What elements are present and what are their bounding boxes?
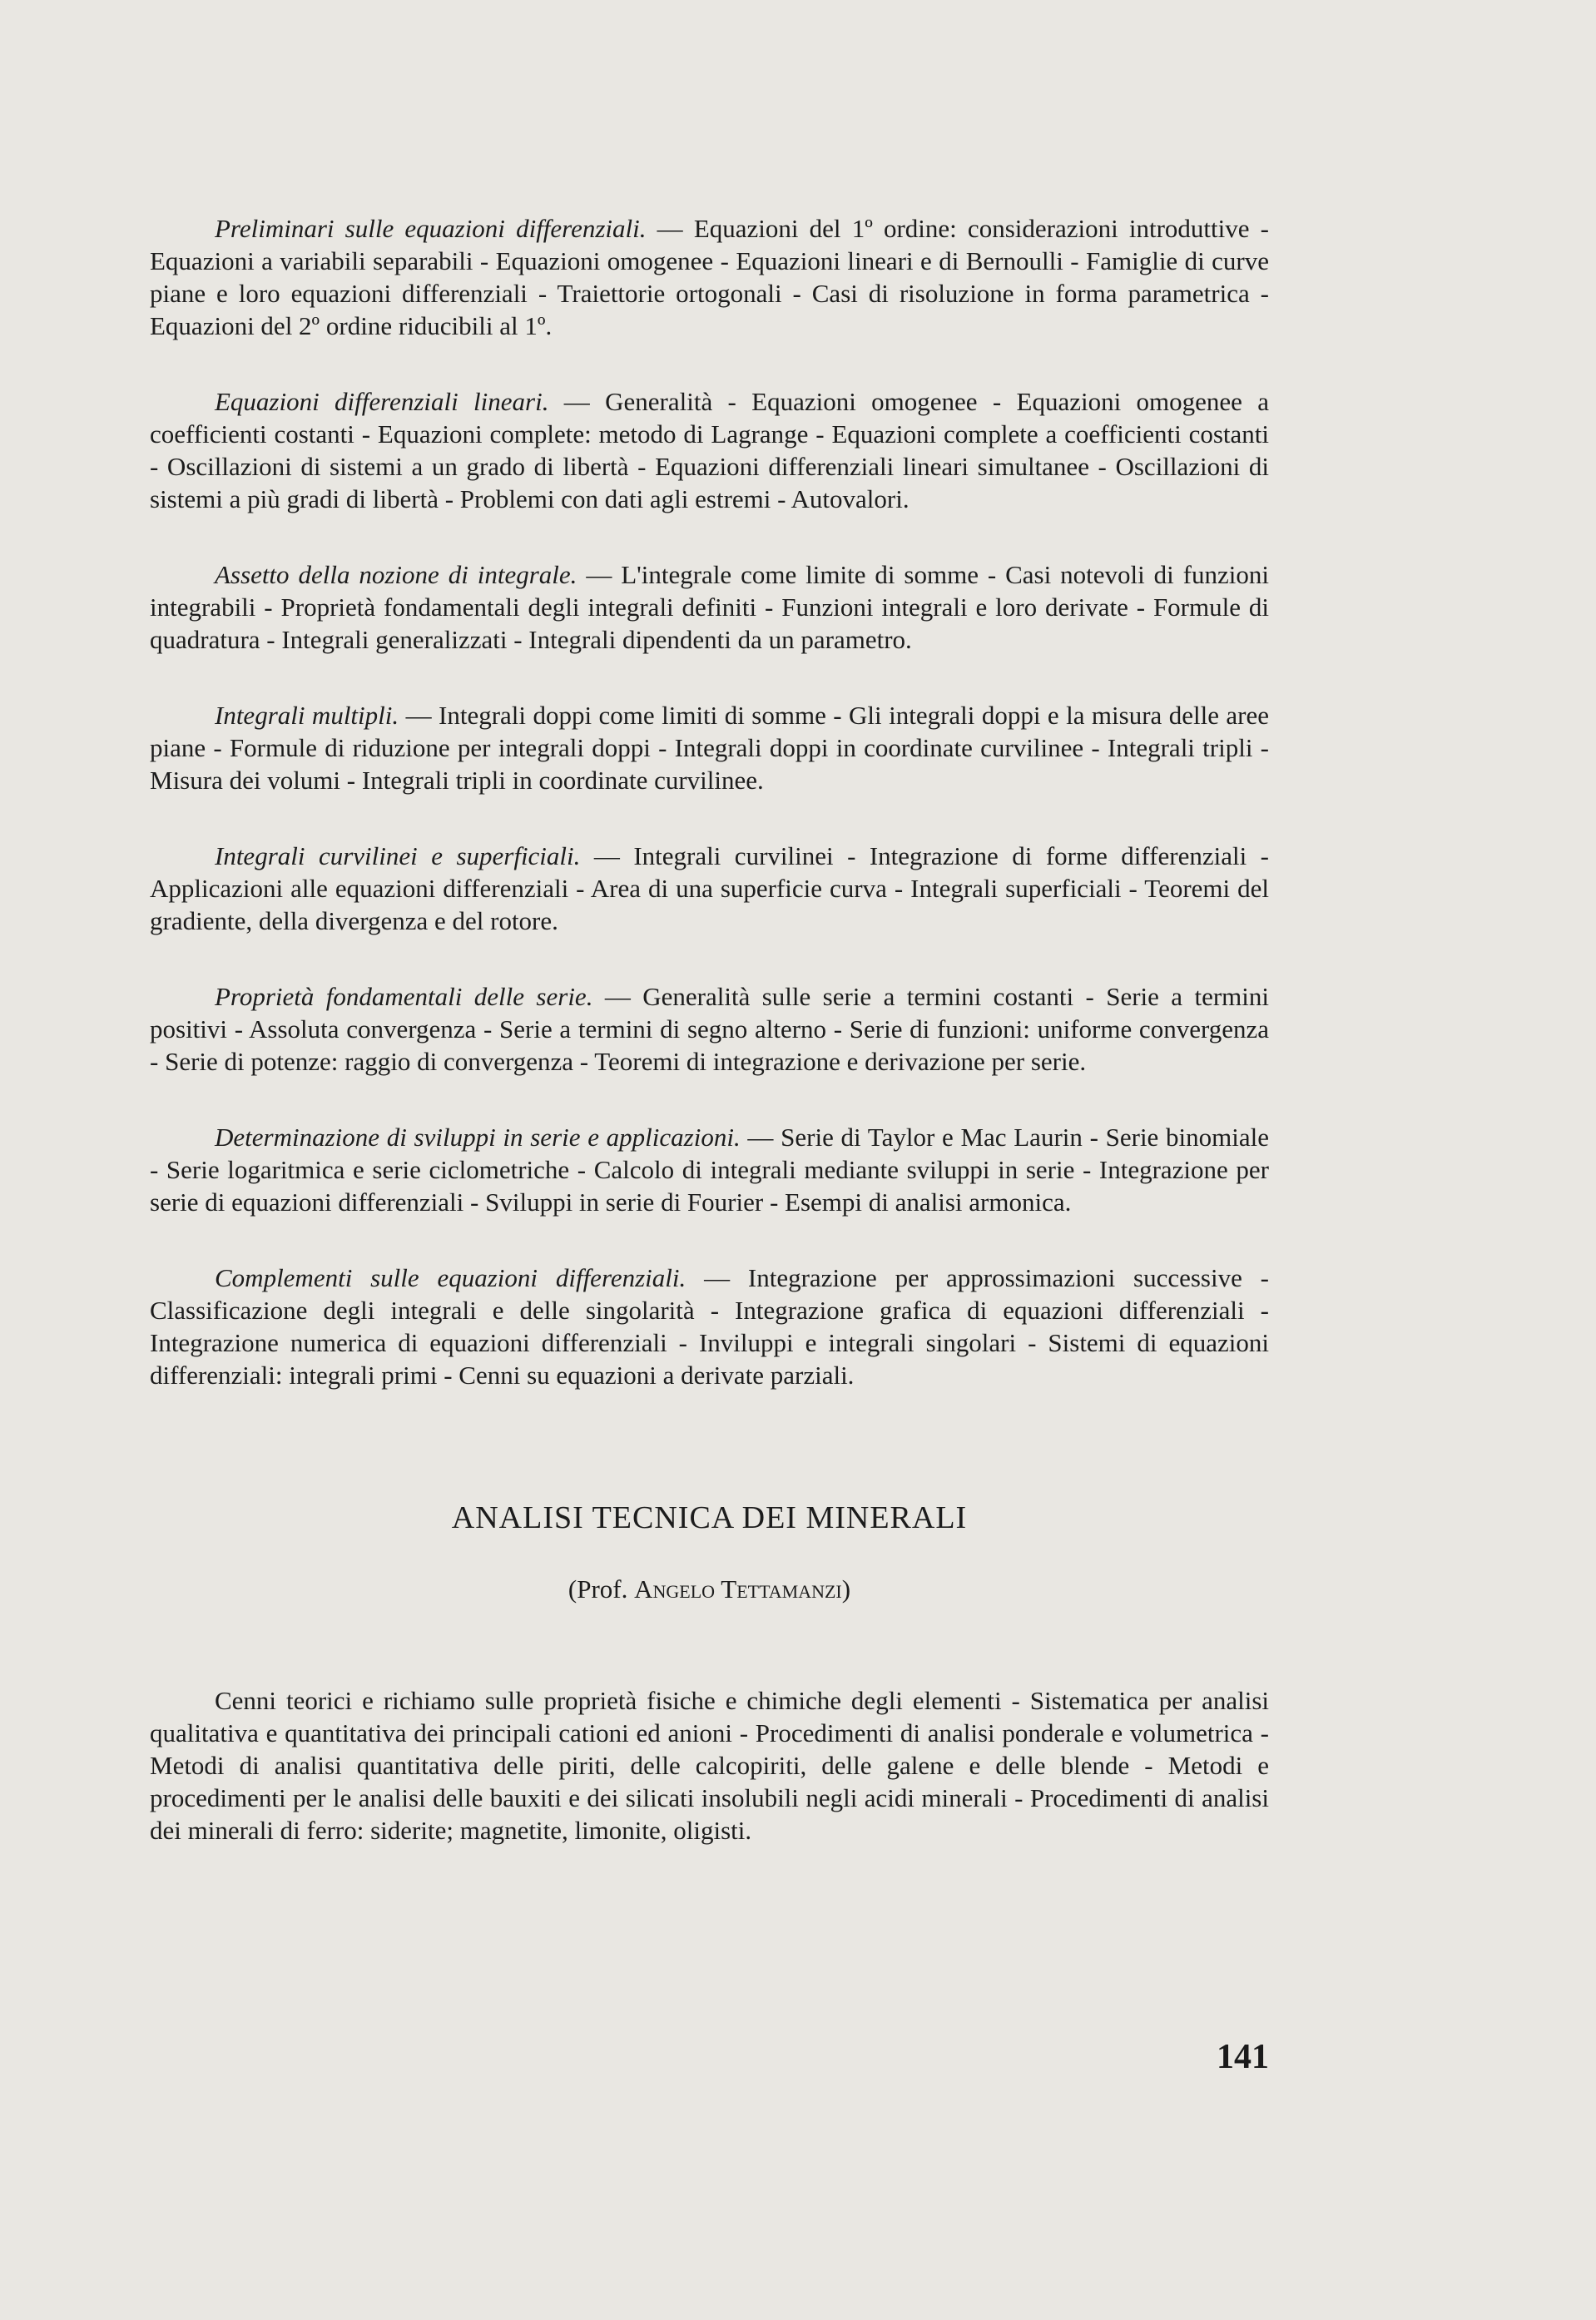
page-content (150, 212, 1269, 1890)
paragraph-complementi (150, 1262, 1269, 1391)
paragraph-heading: Assetto della nozione di integrale. (215, 560, 577, 589)
paragraph-sviluppi-serie (150, 1121, 1269, 1218)
paragraph-heading: Complementi sulle equazioni differenziali. (215, 1263, 686, 1292)
paragraph-text: — Serie di Taylor e Mac Laurin - Serie binomiale - Serie logaritmica e serie ciclometriche - Calcolo di integrali mediante sviluppi in serie - Integrazione per serie di equazioni differenziali - Sviluppi in serie di Fourier - Esempi di analisi armonica. (150, 1123, 1269, 1217)
paragraph-heading: Proprietà fondamentali delle serie. (215, 982, 593, 1011)
section-author (150, 1573, 1269, 1606)
section-title: ANALISI TECNICA DEI MINERALI (451, 1500, 968, 1535)
paragraph-text: — Integrali curvilinei - Integrazione di forme differenziali - Applicazioni alle equazioni differenziali - Area di una superficie curva - Integrali superficiali - Teoremi del gradiente, della divergenza e del rotore. (150, 841, 1269, 935)
section-body: Cenni teorici e richiamo sulle proprietà fisiche e chimiche degli elementi - Sistematica per analisi qualitativa e quantitativa dei principali cationi ed anioni - Procedimenti di analisi ponderale e volumetrica - Metodi di analisi quantitativa delle piriti, delle calcopiriti, delle galene e delle blende - Metodi e procedimenti per le analisi delle bauxiti e dei silicati insolubili negli acidi minerali - Procedimenti di analisi dei minerali di ferro: siderite; magnetite, limonite, oligisti. (150, 1686, 1269, 1845)
paragraph-heading: Preliminari sulle equazioni differenziali. (215, 214, 647, 243)
paragraph-text: — Integrazione per approssimazioni successive - Classificazione degli integrali e delle singolarità - Integrazione grafica di equazioni differenziali - Integrazione numerica di equazioni differenziali - Inviluppi e integrali singolari - Sistemi di equazioni differenziali: integrali primi - Cenni su equazioni a derivate parziali. (150, 1263, 1269, 1390)
paragraph-heading: Integrali multipli. (215, 701, 399, 730)
paragraph-heading: Integrali curvilinei e superficiali. (215, 841, 581, 870)
paragraph-integrali-multipli (150, 699, 1269, 796)
paragraph-text: — Generalità - Equazioni omogenee - Equazioni omogenee a coefficienti costanti - Equazioni complete: metodo di Lagrange - Equazioni complete a coefficienti costanti - Oscillazioni di sistemi a un grado di libertà - Equazioni differenziali lineari simultanee - Oscillazioni di sistemi a più gradi di libertà - Problemi con dati agli estremi - Autovalori. (150, 387, 1270, 513)
paragraph-heading: Determinazione di sviluppi in serie e applicazioni. (215, 1123, 741, 1152)
paragraph-text: — Generalità sulle serie a termini costanti - Serie a termini positivi - Assoluta convergenza - Serie a termini di segno alterno - Serie di funzioni: uniforme convergenza - Serie di potenze: raggio di convergenza - Teoremi di integrazione e derivazione per serie. (150, 982, 1270, 1076)
paragraph-text: — Equazioni del 1º ordine: considerazioni introduttive - Equazioni a variabili separabili - Equazioni omogenee - Equazioni lineari e di Bernoulli - Famiglie di curve piane e loro equazioni differenziali - Traiettorie ortogonali - Casi di risoluzione in forma parametrica - Equazioni del 2º ordine riducibili al 1º. (150, 214, 1269, 340)
author-prefix: (Prof. (568, 1574, 635, 1604)
author-suffix: ) (841, 1574, 851, 1604)
paragraph-proprieta-serie (150, 980, 1269, 1078)
paragraph-text: — Integrali doppi come limiti di somme - Gli integrali doppi e la misura delle aree piane - Formule di riduzione per integrali doppi - Integrali doppi in coordinate curvilinee - Integrali tripli - Misura dei volumi - Integrali tripli in coordinate curvilinee. (150, 701, 1270, 795)
paragraph-integrali-curvilinei (150, 840, 1269, 937)
paragraph-preliminari (150, 212, 1269, 342)
page-number: 141 (1217, 2038, 1269, 2076)
paragraph-assetto-integrale (150, 558, 1269, 656)
paragraph-equazioni-lineari (150, 385, 1269, 515)
paragraph-text: — L'integrale come limite di somme - Casi notevoli di funzioni integrabili - Proprietà fondamentali degli integrali definiti - Funzioni integrali e loro derivate - Formule di quadratura - Integrali generalizzati - Integrali dipendenti da un parametro. (150, 560, 1269, 654)
paragraph-heading: Equazioni differenziali lineari. (215, 387, 549, 416)
author-name: Angelo Tettamanzi (634, 1574, 842, 1604)
